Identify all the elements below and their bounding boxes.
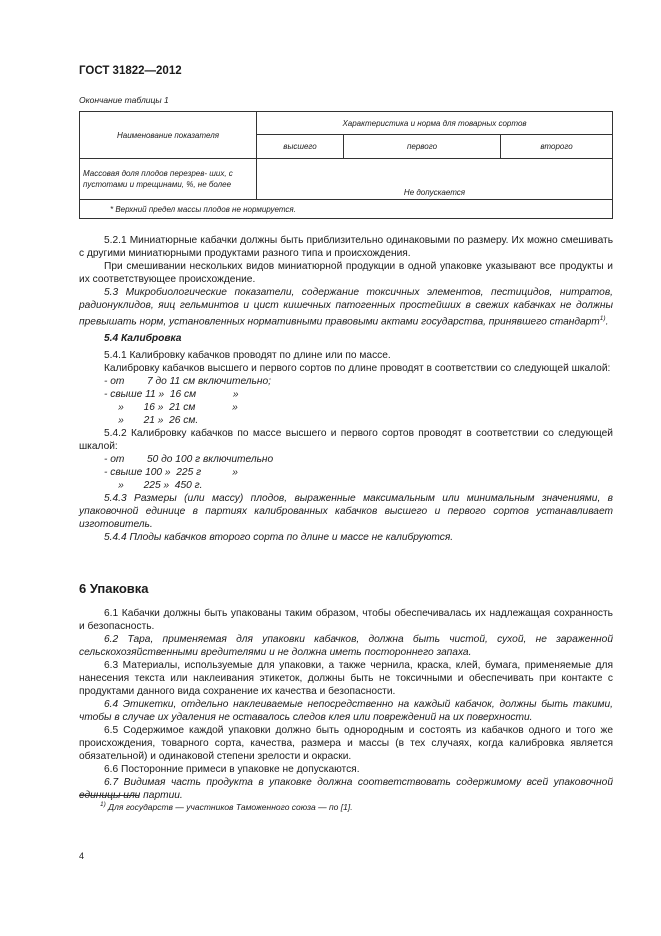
para-5-4-1b: Калибровку кабачков высшего и первого сортов по длине проводят в соответствии со следующей шкалой:: [104, 363, 611, 375]
para-5-2-1b: При смешивании нескольких видов миниатюрной продукции в одной упаковке указывают все продукты и их соответствующее происхождение.: [79, 261, 613, 285]
para-5-3-text: 5.3 Микробиологические показатели, содержание токсичных элементов, пестицидов, нитратов, радионуклидов, яиц гельминтов и цист кишечных патогенных простейших в свежих кабачках не должны превышать норм, установленных нормативными правовыми актами государства, принявшего стандарт: [79, 287, 613, 328]
text-block-6: [79, 607, 613, 802]
grade-header: второго: [501, 135, 613, 159]
scale-line: » 21 » 26 см.: [104, 415, 199, 427]
para-6-5: 6.5 Содержимое каждой упаковки должно быть однородным и состоять из кабачков одного и того же происхождения, товарного сорта, качества, размера и массы (в тех случаях, когда калибровка является обязательной) и одинаковой степени зрелости и окраски.: [79, 725, 613, 762]
scale-line: - свыше 100 » 225 г »: [104, 467, 238, 479]
text-block-5: [79, 234, 613, 544]
row-name: Массовая доля плодов перезрев- ших, с пустотами и трещинами, %, не более: [80, 159, 257, 200]
table-note: * Верхний предел массы плодов не нормируется.: [80, 200, 613, 219]
para-5-4-1: 5.4.1 Калибровку кабачков проводят по длине или по массе.: [104, 350, 391, 362]
para-6-6: 6.6 Посторонние примеси в упаковке не допускаются.: [104, 764, 360, 775]
length-scale: [79, 375, 613, 427]
section-6-heading: 6 Упаковка: [79, 581, 149, 596]
heading-5-4: 5.4 Калибровка: [104, 333, 182, 345]
footnote-mark: 1): [100, 801, 106, 808]
footnote-divider: [79, 795, 139, 796]
para-6-3: 6.3 Материалы, используемые для упаковки, а также чернила, краска, клей, бумага, применяемые для нанесения текста или наклеивания этикеток, должны быть не токсичными и обеспечивать при контакте с продуктами данного вида сохранение их качества и безопасности.: [79, 660, 613, 697]
table-header-row: [80, 112, 613, 135]
para-5-4-3: 5.4.3 Размеры (или массу) плодов, выраженные максимальным или минимальным значениями, в упаковочной единице в партиях калиброванных кабачков высшего и первого сортов устанавливает изготовитель.: [79, 493, 613, 531]
footnote-text: Для государств — участников Таможенного союза — по [1].: [108, 801, 353, 812]
scale-line: » 16 » 21 см »: [104, 402, 238, 414]
para-6-7: 6.7 Видимая часть продукта в упаковке должна соответствовать содержимому всей упаковочной единицы или партии.: [79, 777, 613, 801]
para-6-4: 6.4 Этикетки, отдельно наклеиваемые непосредственно на каждый кабачок, должны быть такими, чтобы в случае их удаления не оставалось следов клея или повреждений на их поверхности.: [79, 699, 613, 723]
mass-scale: [79, 453, 613, 492]
footnote: [100, 801, 353, 812]
scale-line: - свыше 11 » 16 см »: [104, 389, 239, 401]
scale-line: - от 50 до 100 г включительно: [104, 454, 274, 466]
grade-header: первого: [344, 135, 501, 159]
para-6-2: 6.2 Тара, применяемая для упаковки кабачков, должна быть чистой, сухой, не зараженной сельскохозяйственными вредителями и не должна иметь постороннего запаха.: [79, 634, 613, 658]
scale-line: » 225 » 450 г.: [104, 480, 203, 492]
table-1: [79, 111, 613, 219]
para-6-1: 6.1 Кабачки должны быть упакованы таким образом, чтобы обеспечивалась их надлежащая сохранность и безопасность.: [79, 608, 613, 632]
standard-header: ГОСТ 31822—2012: [79, 65, 182, 77]
table-note-row: [80, 200, 613, 219]
page-number: 4: [79, 851, 85, 861]
table-caption: Окончание таблицы 1: [79, 95, 169, 105]
para-5-2-1: 5.2.1 Миниатюрные кабачки должны быть приблизительно одинаковыми по размеру. Их можно смешивать с другими миниатюрными продуктами разного типа и происхождения.: [79, 235, 613, 259]
footnote-ref: 1): [599, 315, 606, 322]
para-5-4-4: 5.4.4 Плоды кабачков второго сорта по длине и массе не калибруются.: [104, 532, 454, 544]
scale-line: - от 7 до 11 см включительно;: [104, 376, 271, 388]
row-value: Не допускается: [257, 159, 613, 200]
para-5-4-2: 5.4.2 Калибровку кабачков по массе высшего и первого сортов проводят в соответствии со следующей шкалой:: [79, 428, 613, 453]
col-name-header: Наименование показателя: [80, 112, 257, 159]
table-row: [80, 159, 613, 200]
para-5-3: 5.3 Микробиологические показатели, содержание токсичных элементов, пестицидов, нитратов, радионуклидов, яиц гельминтов и цист кишечных патогенных простейших в свежих кабачках не должны превышать норм, установленных нормативными правовыми актами государства, принявшего стандарт$^{1)}$.: [79, 287, 613, 328]
col-group-header: Характеристика и норма для товарных сортов: [257, 112, 613, 135]
grade-header: высшего: [257, 135, 344, 159]
